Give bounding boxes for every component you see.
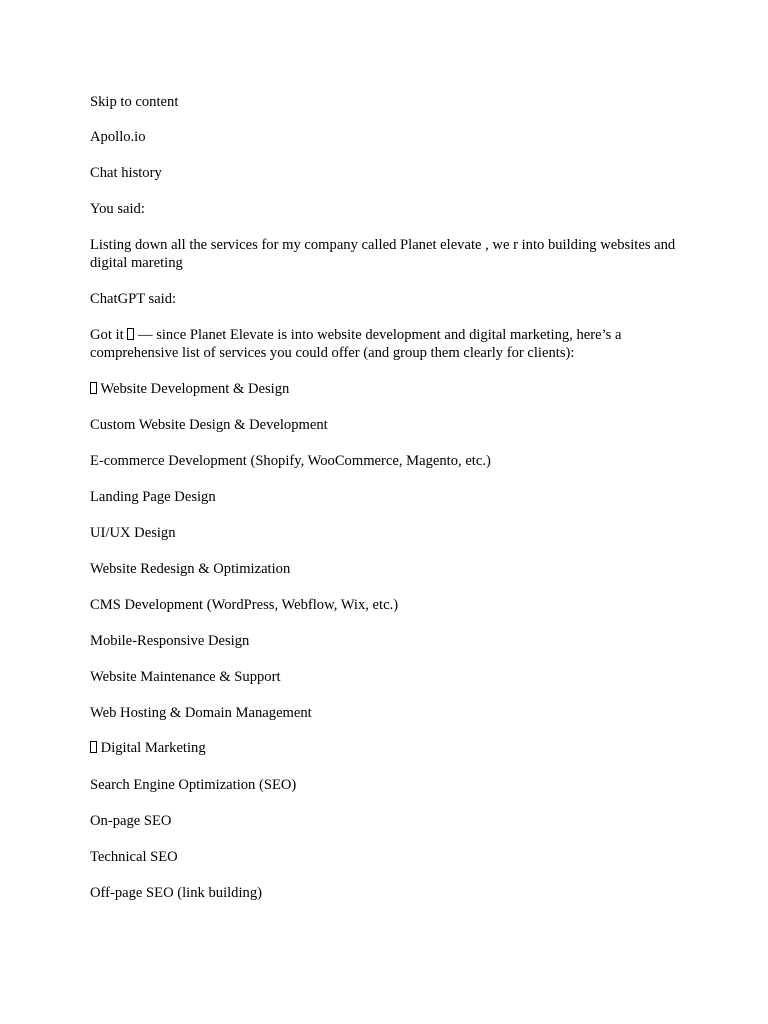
assistant-intro-start: Got it — [90, 327, 124, 343]
list-item: Mobile-Responsive Design — [90, 633, 250, 649]
list-item: E-commerce Development (Shopify, WooCommerce, Magento, etc.) — [90, 453, 491, 469]
missing-emoji-icon — [90, 741, 97, 753]
list-item: Website Redesign & Optimization — [90, 561, 291, 577]
list-item: Website Maintenance & Support — [90, 669, 281, 685]
list-item: Off-page SEO (link building) — [90, 885, 262, 901]
list-item: Landing Page Design — [90, 489, 216, 505]
assistant-intro-rest: — since Planet Elevate is into website development and digital marketing, here’s a comprehensive list of services you could offer (and group them clearly for clients): — [90, 327, 622, 361]
list-item: CMS Development (WordPress, Webflow, Wix, etc.) — [90, 597, 399, 613]
list-item: On-page SEO — [90, 813, 172, 829]
brand-name: Apollo.io — [90, 129, 146, 145]
missing-emoji-icon — [90, 382, 97, 394]
list-item: Technical SEO — [90, 849, 178, 865]
user-message: Listing down all the services for my company called Planet elevate , we r into building websites and digital mareting — [90, 237, 676, 271]
chat-history-label: Chat history — [90, 165, 162, 181]
skip-to-content-link[interactable]: Skip to content — [90, 94, 179, 110]
assistant-said-label: ChatGPT said: — [90, 291, 177, 307]
section-heading-text: Website Development & Design — [97, 381, 290, 397]
section-heading-digital-marketing — [90, 739, 680, 757]
section-heading-text: Digital Marketing — [97, 740, 206, 756]
list-item: Search Engine Optimization (SEO) — [90, 777, 297, 793]
section-heading-web-development — [90, 380, 680, 398]
list-item: UI/UX Design — [90, 525, 176, 541]
list-item: Custom Website Design & Development — [90, 417, 328, 433]
list-item: Web Hosting & Domain Management — [90, 705, 312, 721]
assistant-intro — [90, 326, 680, 362]
user-said-label: You said: — [90, 201, 145, 217]
